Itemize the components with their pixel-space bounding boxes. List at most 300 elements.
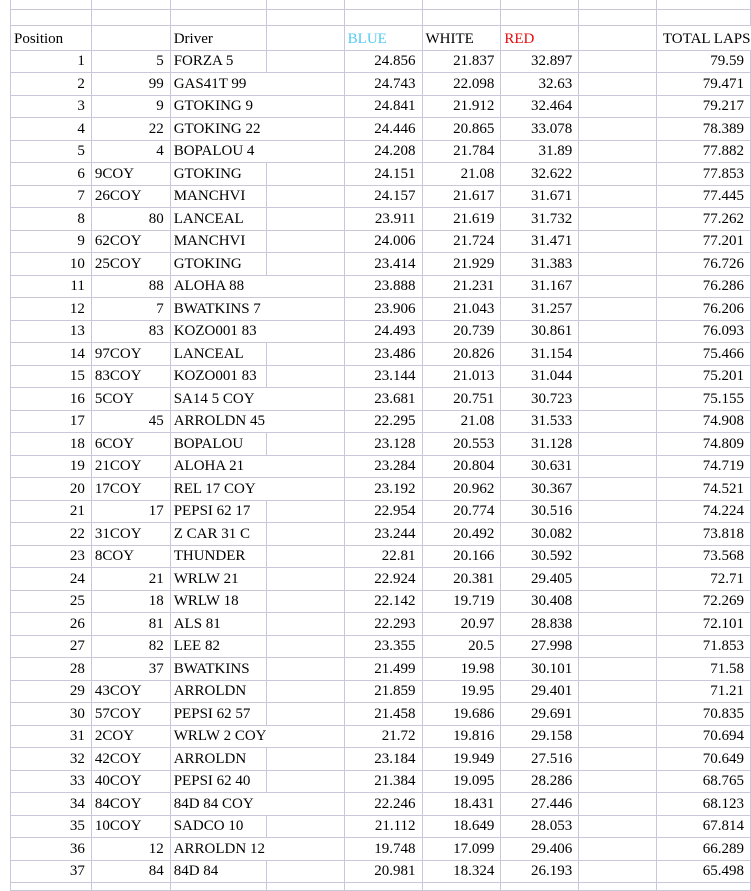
cell-position[interactable]: 18 [11,433,92,456]
cell-blue-lap[interactable]: 20.981 [344,860,422,883]
cell-car-number[interactable]: 25COY [91,253,170,276]
cell-total-laps[interactable]: 74.224 [656,500,750,523]
cell-red-lap[interactable]: 29.691 [501,703,579,726]
cell-car-number[interactable]: 2COY [91,725,170,748]
cell-total-laps[interactable]: 70.649 [656,748,750,771]
cell-white-lap[interactable]: 19.949 [422,748,501,771]
cell-total-laps[interactable]: 74.719 [656,455,750,478]
cell-white-lap[interactable]: 20.751 [422,388,501,411]
empty-cell[interactable] [11,0,92,9]
cell-blue-lap[interactable]: 22.924 [344,568,422,591]
cell-col-h[interactable] [579,208,657,231]
cell-position[interactable]: 21 [11,500,92,523]
cell-blue-lap[interactable]: 22.142 [344,590,422,613]
cell-col-h[interactable] [579,478,657,501]
cell-position[interactable]: 4 [11,118,92,141]
cell-driver[interactable] [170,298,266,321]
cell-driver[interactable] [170,523,266,546]
cell-driver[interactable] [170,793,266,816]
cell-red-lap[interactable]: 30.631 [501,455,579,478]
cell-car-number[interactable]: 83 [91,320,170,343]
cell-total-laps[interactable]: 76.726 [656,253,750,276]
cell-col-d[interactable] [267,230,345,253]
cell-driver[interactable] [170,365,266,388]
cell-blue-lap[interactable]: 23.192 [344,478,422,501]
header-car-column[interactable] [91,26,170,51]
cell-blue-lap[interactable]: 24.856 [344,50,422,73]
cell-col-d[interactable] [267,50,345,73]
empty-cell[interactable] [344,0,422,9]
cell-col-h[interactable] [579,298,657,321]
cell-car-number[interactable]: 80 [91,208,170,231]
cell-driver[interactable] [170,770,266,793]
cell-white-lap[interactable]: 20.5 [422,635,501,658]
cell-col-h[interactable] [579,95,657,118]
empty-cell[interactable] [267,0,345,9]
cell-driver[interactable] [170,748,266,771]
cell-col-d[interactable] [267,613,345,636]
cell-total-laps[interactable]: 74.809 [656,433,750,456]
cell-driver[interactable] [170,568,266,591]
cell-position[interactable]: 5 [11,140,92,163]
cell-col-h[interactable] [579,140,657,163]
cell-red-lap[interactable]: 31.128 [501,433,579,456]
cell-car-number[interactable]: 99 [91,73,170,96]
empty-cell[interactable] [501,0,579,9]
cell-col-d[interactable] [267,388,345,411]
cell-col-h[interactable] [579,230,657,253]
cell-col-h[interactable] [579,50,657,73]
cell-red-lap[interactable]: 29.405 [501,568,579,591]
cell-car-number[interactable]: 43COY [91,680,170,703]
cell-col-h[interactable] [579,838,657,861]
cell-position[interactable]: 25 [11,590,92,613]
cell-white-lap[interactable]: 20.962 [422,478,501,501]
cell-car-number[interactable]: 7 [91,298,170,321]
cell-col-d[interactable] [267,658,345,681]
empty-cell[interactable] [656,0,750,9]
cell-driver[interactable] [170,635,266,658]
header-blue[interactable]: BLUE [344,26,422,51]
cell-white-lap[interactable]: 18.649 [422,815,501,838]
cell-total-laps[interactable]: 71.58 [656,658,750,681]
cell-col-d[interactable] [267,208,345,231]
cell-white-lap[interactable]: 21.912 [422,95,501,118]
cell-car-number[interactable]: 82 [91,635,170,658]
cell-red-lap[interactable]: 30.516 [501,500,579,523]
empty-cell[interactable] [344,9,422,26]
cell-blue-lap[interactable]: 23.184 [344,748,422,771]
cell-blue-lap[interactable]: 24.841 [344,95,422,118]
cell-position[interactable]: 7 [11,185,92,208]
cell-white-lap[interactable]: 22.098 [422,73,501,96]
empty-cell[interactable] [579,0,657,9]
cell-red-lap[interactable]: 28.053 [501,815,579,838]
cell-car-number[interactable]: 22 [91,118,170,141]
cell-total-laps[interactable]: 73.818 [656,523,750,546]
cell-position[interactable]: 28 [11,658,92,681]
cell-position[interactable]: 35 [11,815,92,838]
cell-car-number[interactable]: 10COY [91,815,170,838]
empty-cell[interactable] [344,883,422,891]
cell-col-d[interactable] [267,95,345,118]
cell-driver[interactable] [170,613,266,636]
cell-position[interactable]: 2 [11,73,92,96]
cell-total-laps[interactable]: 76.286 [656,275,750,298]
cell-position[interactable]: 12 [11,298,92,321]
cell-position[interactable]: 11 [11,275,92,298]
cell-blue-lap[interactable]: 24.157 [344,185,422,208]
cell-position[interactable]: 17 [11,410,92,433]
cell-white-lap[interactable]: 21.231 [422,275,501,298]
cell-red-lap[interactable]: 26.193 [501,860,579,883]
cell-total-laps[interactable]: 79.217 [656,95,750,118]
cell-col-d[interactable] [267,275,345,298]
cell-white-lap[interactable]: 20.804 [422,455,501,478]
cell-car-number[interactable]: 21 [91,568,170,591]
cell-car-number[interactable]: 21COY [91,455,170,478]
cell-col-d[interactable] [267,748,345,771]
cell-col-d[interactable] [267,365,345,388]
cell-col-d[interactable] [267,680,345,703]
empty-cell[interactable] [267,9,345,26]
cell-blue-lap[interactable]: 19.748 [344,838,422,861]
cell-blue-lap[interactable]: 24.208 [344,140,422,163]
cell-red-lap[interactable]: 31.383 [501,253,579,276]
cell-total-laps[interactable]: 66.289 [656,838,750,861]
empty-cell[interactable] [501,883,579,891]
cell-blue-lap[interactable]: 22.954 [344,500,422,523]
cell-col-d[interactable] [267,298,345,321]
cell-driver[interactable] [170,253,266,276]
header-col-h[interactable] [579,26,657,51]
cell-driver[interactable] [170,140,266,163]
cell-col-d[interactable] [267,793,345,816]
cell-col-d[interactable] [267,478,345,501]
cell-car-number[interactable]: 4 [91,140,170,163]
cell-blue-lap[interactable]: 23.414 [344,253,422,276]
cell-blue-lap[interactable]: 23.486 [344,343,422,366]
cell-car-number[interactable]: 17COY [91,478,170,501]
cell-total-laps[interactable]: 75.201 [656,365,750,388]
cell-red-lap[interactable]: 30.367 [501,478,579,501]
cell-car-number[interactable]: 17 [91,500,170,523]
cell-driver[interactable] [170,73,266,96]
cell-col-h[interactable] [579,680,657,703]
cell-col-h[interactable] [579,748,657,771]
header-position[interactable]: Position [11,26,92,51]
cell-col-h[interactable] [579,343,657,366]
header-red[interactable]: RED [501,26,579,51]
cell-col-d[interactable] [267,703,345,726]
cell-col-h[interactable] [579,253,657,276]
cell-car-number[interactable]: 88 [91,275,170,298]
header-col-d[interactable] [267,26,345,51]
cell-position[interactable]: 14 [11,343,92,366]
cell-driver[interactable] [170,343,266,366]
cell-col-h[interactable] [579,590,657,613]
cell-position[interactable]: 9 [11,230,92,253]
cell-position[interactable]: 33 [11,770,92,793]
cell-col-h[interactable] [579,365,657,388]
cell-col-h[interactable] [579,658,657,681]
cell-blue-lap[interactable]: 22.295 [344,410,422,433]
cell-blue-lap[interactable]: 23.911 [344,208,422,231]
cell-white-lap[interactable]: 20.826 [422,343,501,366]
empty-cell[interactable] [579,9,657,26]
cell-driver[interactable] [170,500,266,523]
cell-red-lap[interactable]: 30.101 [501,658,579,681]
cell-car-number[interactable]: 26COY [91,185,170,208]
cell-red-lap[interactable]: 33.078 [501,118,579,141]
cell-red-lap[interactable]: 29.401 [501,680,579,703]
cell-total-laps[interactable]: 77.201 [656,230,750,253]
cell-white-lap[interactable]: 21.724 [422,230,501,253]
cell-position[interactable]: 3 [11,95,92,118]
cell-total-laps[interactable]: 74.908 [656,410,750,433]
cell-car-number[interactable]: 5 [91,50,170,73]
cell-position[interactable]: 34 [11,793,92,816]
cell-red-lap[interactable]: 31.257 [501,298,579,321]
cell-blue-lap[interactable]: 21.384 [344,770,422,793]
cell-position[interactable]: 36 [11,838,92,861]
cell-total-laps[interactable]: 76.093 [656,320,750,343]
empty-cell[interactable] [170,0,266,9]
cell-car-number[interactable]: 12 [91,838,170,861]
cell-blue-lap[interactable]: 23.244 [344,523,422,546]
cell-col-d[interactable] [267,118,345,141]
cell-car-number[interactable]: 37 [91,658,170,681]
cell-col-h[interactable] [579,545,657,568]
cell-car-number[interactable]: 6COY [91,433,170,456]
cell-car-number[interactable]: 9 [91,95,170,118]
cell-red-lap[interactable]: 32.464 [501,95,579,118]
cell-white-lap[interactable]: 19.816 [422,725,501,748]
cell-car-number[interactable]: 45 [91,410,170,433]
cell-blue-lap[interactable]: 22.246 [344,793,422,816]
cell-position[interactable]: 27 [11,635,92,658]
cell-col-d[interactable] [267,770,345,793]
cell-blue-lap[interactable]: 21.499 [344,658,422,681]
cell-blue-lap[interactable]: 24.743 [344,73,422,96]
cell-white-lap[interactable]: 21.784 [422,140,501,163]
cell-blue-lap[interactable]: 24.006 [344,230,422,253]
cell-col-h[interactable] [579,568,657,591]
empty-cell[interactable] [422,883,501,891]
cell-white-lap[interactable]: 21.617 [422,185,501,208]
cell-col-d[interactable] [267,163,345,186]
cell-red-lap[interactable]: 32.897 [501,50,579,73]
cell-col-h[interactable] [579,860,657,883]
cell-driver[interactable] [170,185,266,208]
empty-cell[interactable] [267,883,345,891]
cell-col-h[interactable] [579,500,657,523]
header-driver[interactable]: Driver [170,26,266,51]
cell-blue-lap[interactable]: 22.81 [344,545,422,568]
cell-driver[interactable] [170,95,266,118]
cell-red-lap[interactable]: 32.63 [501,73,579,96]
cell-driver[interactable] [170,478,266,501]
cell-car-number[interactable]: 84COY [91,793,170,816]
cell-red-lap[interactable]: 32.622 [501,163,579,186]
empty-cell[interactable] [170,9,266,26]
empty-cell[interactable] [170,883,266,891]
cell-driver[interactable] [170,208,266,231]
cell-col-h[interactable] [579,410,657,433]
cell-col-d[interactable] [267,590,345,613]
cell-blue-lap[interactable]: 23.906 [344,298,422,321]
cell-driver[interactable] [170,455,266,478]
cell-white-lap[interactable]: 18.324 [422,860,501,883]
cell-col-d[interactable] [267,545,345,568]
cell-red-lap[interactable]: 28.838 [501,613,579,636]
cell-car-number[interactable]: 8COY [91,545,170,568]
cell-car-number[interactable]: 9COY [91,163,170,186]
cell-driver[interactable] [170,680,266,703]
cell-white-lap[interactable]: 20.774 [422,500,501,523]
cell-blue-lap[interactable]: 23.284 [344,455,422,478]
cell-driver[interactable] [170,838,266,861]
empty-cell[interactable] [11,9,92,26]
cell-red-lap[interactable]: 27.446 [501,793,579,816]
cell-blue-lap[interactable]: 23.144 [344,365,422,388]
cell-driver[interactable] [170,410,266,433]
cell-col-h[interactable] [579,118,657,141]
cell-white-lap[interactable]: 18.431 [422,793,501,816]
cell-col-h[interactable] [579,275,657,298]
cell-col-h[interactable] [579,185,657,208]
cell-red-lap[interactable]: 27.998 [501,635,579,658]
cell-col-h[interactable] [579,388,657,411]
cell-white-lap[interactable]: 20.492 [422,523,501,546]
cell-white-lap[interactable]: 20.97 [422,613,501,636]
cell-col-h[interactable] [579,455,657,478]
cell-total-laps[interactable]: 68.123 [656,793,750,816]
cell-white-lap[interactable]: 19.98 [422,658,501,681]
cell-blue-lap[interactable]: 23.888 [344,275,422,298]
cell-col-h[interactable] [579,725,657,748]
cell-white-lap[interactable]: 20.865 [422,118,501,141]
cell-col-d[interactable] [267,838,345,861]
cell-red-lap[interactable]: 31.044 [501,365,579,388]
empty-cell[interactable] [579,883,657,891]
cell-col-d[interactable] [267,455,345,478]
cell-col-d[interactable] [267,500,345,523]
cell-driver[interactable] [170,50,266,73]
cell-total-laps[interactable]: 77.853 [656,163,750,186]
cell-col-d[interactable] [267,860,345,883]
cell-blue-lap[interactable]: 21.112 [344,815,422,838]
empty-cell[interactable] [91,883,170,891]
cell-total-laps[interactable]: 77.882 [656,140,750,163]
cell-total-laps[interactable]: 77.262 [656,208,750,231]
cell-position[interactable]: 15 [11,365,92,388]
cell-red-lap[interactable]: 30.723 [501,388,579,411]
cell-total-laps[interactable]: 72.71 [656,568,750,591]
cell-position[interactable]: 6 [11,163,92,186]
cell-position[interactable]: 31 [11,725,92,748]
cell-col-d[interactable] [267,523,345,546]
cell-total-laps[interactable]: 71.21 [656,680,750,703]
cell-total-laps[interactable]: 76.206 [656,298,750,321]
header-white[interactable]: WHITE [422,26,501,51]
cell-total-laps[interactable]: 79.59 [656,50,750,73]
cell-red-lap[interactable]: 31.89 [501,140,579,163]
cell-red-lap[interactable]: 31.671 [501,185,579,208]
cell-col-d[interactable] [267,815,345,838]
cell-blue-lap[interactable]: 24.151 [344,163,422,186]
cell-red-lap[interactable]: 31.533 [501,410,579,433]
empty-cell[interactable] [501,9,579,26]
empty-cell[interactable] [656,9,750,26]
empty-cell[interactable] [422,9,501,26]
cell-white-lap[interactable]: 21.619 [422,208,501,231]
cell-driver[interactable] [170,163,266,186]
cell-total-laps[interactable]: 65.498 [656,860,750,883]
cell-total-laps[interactable]: 75.155 [656,388,750,411]
cell-car-number[interactable]: 62COY [91,230,170,253]
cell-car-number[interactable]: 57COY [91,703,170,726]
cell-col-d[interactable] [267,725,345,748]
cell-total-laps[interactable]: 77.445 [656,185,750,208]
cell-red-lap[interactable]: 30.861 [501,320,579,343]
cell-position[interactable]: 26 [11,613,92,636]
cell-red-lap[interactable]: 27.516 [501,748,579,771]
cell-col-h[interactable] [579,523,657,546]
empty-cell[interactable] [656,883,750,891]
cell-driver[interactable] [170,590,266,613]
cell-blue-lap[interactable]: 21.458 [344,703,422,726]
cell-col-d[interactable] [267,433,345,456]
cell-total-laps[interactable]: 70.694 [656,725,750,748]
cell-total-laps[interactable]: 79.471 [656,73,750,96]
cell-white-lap[interactable]: 21.929 [422,253,501,276]
cell-blue-lap[interactable]: 22.293 [344,613,422,636]
cell-total-laps[interactable]: 70.835 [656,703,750,726]
cell-total-laps[interactable]: 72.269 [656,590,750,613]
cell-car-number[interactable]: 42COY [91,748,170,771]
cell-blue-lap[interactable]: 23.128 [344,433,422,456]
cell-position[interactable]: 19 [11,455,92,478]
cell-col-h[interactable] [579,703,657,726]
header-total-laps[interactable]: TOTAL LAPS [656,26,750,51]
cell-position[interactable]: 1 [11,50,92,73]
cell-red-lap[interactable]: 31.471 [501,230,579,253]
cell-white-lap[interactable]: 19.95 [422,680,501,703]
cell-white-lap[interactable]: 21.08 [422,410,501,433]
cell-white-lap[interactable]: 21.013 [422,365,501,388]
cell-driver[interactable] [170,230,266,253]
cell-driver[interactable] [170,725,266,748]
cell-col-d[interactable] [267,320,345,343]
cell-position[interactable]: 13 [11,320,92,343]
cell-driver[interactable] [170,388,266,411]
cell-white-lap[interactable]: 17.099 [422,838,501,861]
cell-red-lap[interactable]: 31.154 [501,343,579,366]
cell-red-lap[interactable]: 28.286 [501,770,579,793]
cell-white-lap[interactable]: 20.553 [422,433,501,456]
cell-white-lap[interactable]: 19.719 [422,590,501,613]
cell-car-number[interactable]: 83COY [91,365,170,388]
cell-position[interactable]: 22 [11,523,92,546]
cell-position[interactable]: 16 [11,388,92,411]
cell-car-number[interactable]: 97COY [91,343,170,366]
cell-total-laps[interactable]: 71.853 [656,635,750,658]
cell-car-number[interactable]: 81 [91,613,170,636]
cell-driver[interactable] [170,658,266,681]
cell-car-number[interactable]: 5COY [91,388,170,411]
cell-col-d[interactable] [267,140,345,163]
